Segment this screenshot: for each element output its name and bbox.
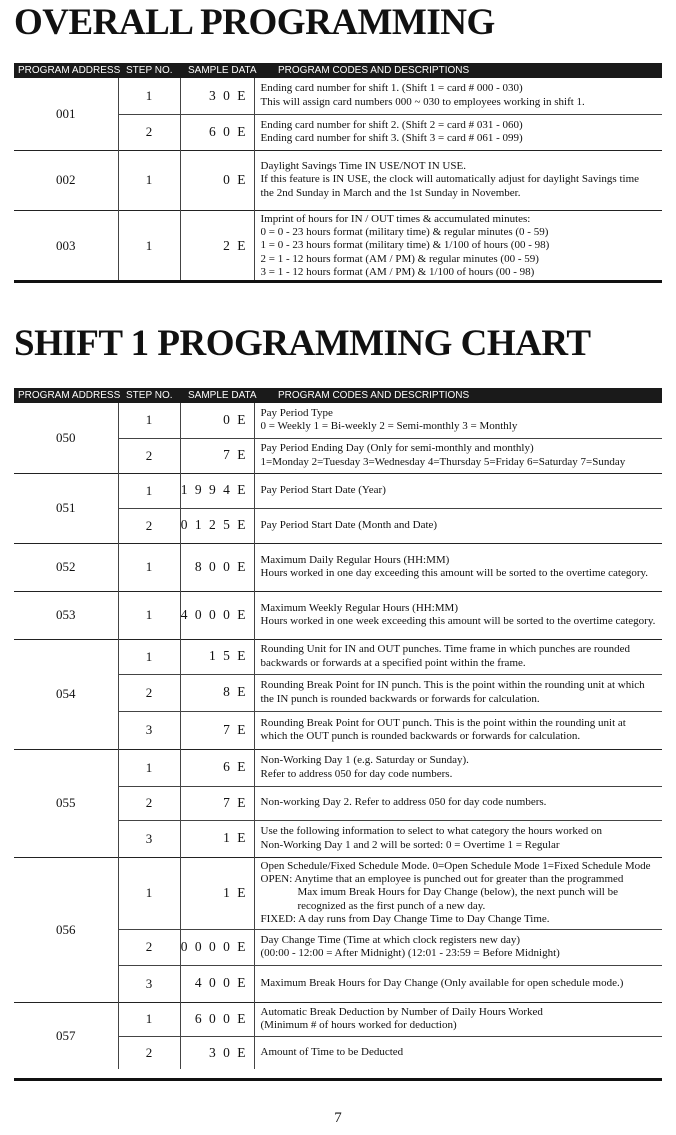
step-number: 3 bbox=[118, 965, 180, 1002]
sample-data: 1 5 E bbox=[180, 639, 254, 674]
description-line: 2 = 1 - 12 hours format (AM / PM) & regular minutes (00 - 59) bbox=[260, 252, 539, 265]
description-line: Refer to address 050 for day code numbers. bbox=[260, 767, 453, 780]
program-address: 056 bbox=[14, 857, 118, 1002]
description-line: Non-Working Day 1 (e.g. Saturday or Sunday). bbox=[260, 754, 469, 767]
description-line: Max imum Break Hours for Day Change (below), the next punch will be bbox=[297, 886, 618, 899]
description-line: Pay Period Ending Day (Only for semi-monthly and monthly) bbox=[260, 442, 534, 455]
step-number: 1 bbox=[118, 78, 180, 114]
description-line: Ending card number for shift 1. (Shift 1 = card # 000 - 030) bbox=[260, 82, 523, 95]
sample-data: 0 E bbox=[180, 403, 254, 438]
step-number: 1 bbox=[118, 639, 180, 674]
description bbox=[254, 711, 662, 749]
sample-data: 8 E bbox=[180, 674, 254, 711]
description-line: Non-Working Day 1 and 2 will be sorted: 0 = Overtime 1 = Regular bbox=[260, 838, 560, 851]
step-number: 1 bbox=[118, 857, 180, 929]
description bbox=[254, 473, 662, 508]
program-address: 003 bbox=[14, 210, 118, 282]
sample-data: 6 E bbox=[180, 749, 254, 786]
step-number: 1 bbox=[118, 1002, 180, 1036]
description-line: Ending card number for shift 3. (Shift 3 = card # 061 - 099) bbox=[260, 132, 523, 144]
step-number: 1 bbox=[118, 749, 180, 786]
program-address: 002 bbox=[14, 150, 118, 210]
description-line: Pay Period Start Date (Month and Date) bbox=[260, 518, 438, 531]
description-line: Maximum Weekly Regular Hours (HH:MM) bbox=[260, 601, 458, 614]
description-line: Rounding Unit for IN and OUT punches. Time frame in which punches are rounded bbox=[260, 643, 630, 656]
step-number: 3 bbox=[118, 820, 180, 857]
description-line: Hours worked in one day exceeding this amount will be sorted to the overtime category. bbox=[260, 567, 649, 579]
description-line: Hours worked in one week exceeding this amount will be sorted to the overtime category. bbox=[260, 615, 656, 627]
description bbox=[254, 114, 662, 150]
description bbox=[254, 591, 662, 639]
program-address: 054 bbox=[14, 639, 118, 749]
description-line: 1 = 0 - 23 hours format (military time) & 1/100 of hours (00 - 98) bbox=[260, 239, 550, 252]
sample-data: 1 E bbox=[180, 857, 254, 929]
description-line: 1=Monday 2=Tuesday 3=Wednesday 4=Thursday 5=Friday 6=Saturday 7=Sunday bbox=[260, 455, 626, 468]
description-line: 0 = Weekly 1 = Bi-weekly 2 = Semi-monthly 3 = Monthly bbox=[260, 420, 518, 433]
step-number: 1 bbox=[118, 210, 180, 282]
table-row bbox=[14, 473, 662, 508]
step-number: 1 bbox=[118, 150, 180, 210]
description-line: Pay Period Start Date (Year) bbox=[260, 483, 386, 496]
sample-data: 2 E bbox=[180, 210, 254, 282]
sample-data: 8 0 0 E bbox=[180, 543, 254, 591]
sample-data: 4 0 0 E bbox=[180, 965, 254, 1002]
description-line: which the OUT punch is rounded backwards or forwards for calculation. bbox=[260, 730, 581, 742]
description-line: 0 = 0 - 23 hours format (military time) & regular minutes (0 - 59) bbox=[260, 225, 549, 238]
col-header-step: STEP NO. bbox=[126, 65, 173, 76]
section2-title: SHIFT 1 PROGRAMMING CHART bbox=[14, 323, 591, 364]
sample-data: 6 0 0 E bbox=[180, 1002, 254, 1036]
section2-bottom-rule bbox=[14, 1078, 662, 1081]
program-address: 050 bbox=[14, 403, 118, 473]
description-line: Maximum Break Hours for Day Change (Only available for open schedule mode.) bbox=[260, 976, 624, 989]
col-header-step: STEP NO. bbox=[126, 390, 173, 401]
description-line: Rounding Break Point for OUT punch. This is the point within the rounding unit at bbox=[260, 716, 626, 729]
description-line: If this feature is IN USE, the clock will automatically adjust for daylight Savings time bbox=[260, 173, 640, 186]
section1-title: OVERALL PROGRAMMING bbox=[14, 2, 495, 43]
description bbox=[254, 508, 662, 543]
description-line: Amount of Time to be Deducted bbox=[260, 1046, 404, 1059]
section1-bottom-rule bbox=[14, 280, 662, 283]
description bbox=[254, 1002, 662, 1036]
description-line: Automatic Break Deduction by Number of Daily Hours Worked bbox=[260, 1005, 543, 1018]
section2-table bbox=[14, 403, 662, 1069]
description-line: the IN punch is rounded backwards or forwards for calculation. bbox=[260, 692, 540, 705]
sample-data: 7 E bbox=[180, 786, 254, 820]
table-row bbox=[14, 639, 662, 674]
description bbox=[254, 857, 662, 929]
table-row bbox=[14, 150, 662, 210]
sample-data: 7 E bbox=[180, 438, 254, 473]
description bbox=[254, 639, 662, 674]
description bbox=[254, 78, 662, 114]
page-number: 7 bbox=[334, 1110, 342, 1126]
description bbox=[254, 820, 662, 857]
table-row bbox=[14, 857, 662, 929]
description-line: Day Change Time (Time at which clock registers new day) bbox=[260, 933, 521, 946]
step-number: 2 bbox=[118, 786, 180, 820]
step-number: 1 bbox=[118, 473, 180, 508]
col-header-address: PROGRAM ADDRESS bbox=[18, 390, 121, 401]
description-line: Pay Period Type bbox=[260, 406, 333, 419]
description bbox=[254, 543, 662, 591]
description-line: Rounding Break Point for IN punch. This is the point within the rounding unit at which bbox=[260, 679, 645, 692]
sample-data: 7 E bbox=[180, 711, 254, 749]
program-address: 055 bbox=[14, 749, 118, 857]
col-header-desc: PROGRAM CODES AND DESCRIPTIONS bbox=[278, 390, 470, 401]
table-row bbox=[14, 591, 662, 639]
description-line: OPEN: Anytime that an employee is punched out for greater than the programmed bbox=[260, 872, 624, 885]
sample-data: 1 E bbox=[180, 820, 254, 857]
description bbox=[254, 150, 662, 210]
table-row bbox=[14, 210, 662, 282]
description-line: (Minimum # of hours worked for deduction) bbox=[260, 1019, 457, 1032]
step-number: 2 bbox=[118, 1036, 180, 1069]
step-number: 1 bbox=[118, 543, 180, 591]
col-header-address: PROGRAM ADDRESS bbox=[18, 65, 121, 76]
col-header-desc: PROGRAM CODES AND DESCRIPTIONS bbox=[278, 65, 470, 76]
description bbox=[254, 210, 662, 282]
program-address: 051 bbox=[14, 473, 118, 543]
table-row bbox=[14, 749, 662, 786]
program-address: 001 bbox=[14, 78, 118, 150]
sample-data: 3 0 E bbox=[180, 78, 254, 114]
description-line: Maximum Daily Regular Hours (HH:MM) bbox=[260, 553, 450, 566]
table-row bbox=[14, 543, 662, 591]
program-address: 057 bbox=[14, 1002, 118, 1069]
description-line: the 2nd Sunday in March and the 1st Sunday in November. bbox=[260, 186, 521, 199]
description-line: Use the following information to select to what category the hours worked on bbox=[260, 825, 603, 838]
description bbox=[254, 965, 662, 1002]
section1-header-bar bbox=[14, 63, 662, 78]
col-header-sample: SAMPLE DATA bbox=[188, 390, 257, 401]
description-line: backwards or forwards at a specified point within the frame. bbox=[260, 656, 526, 669]
description-line: This will assign card numbers 000 ~ 030 to employees working in shift 1. bbox=[260, 95, 585, 108]
section1-table bbox=[14, 78, 662, 282]
description bbox=[254, 786, 662, 820]
description-line: Open Schedule/Fixed Schedule Mode. 0=Open Schedule Mode 1=Fixed Schedule Mode bbox=[260, 859, 651, 872]
step-number: 2 bbox=[118, 438, 180, 473]
sample-data: 3 0 E bbox=[180, 1036, 254, 1069]
description-line: recognized as the first punch of a new day. bbox=[297, 899, 486, 912]
table-row bbox=[14, 1002, 662, 1036]
program-address: 053 bbox=[14, 591, 118, 639]
table-row bbox=[14, 403, 662, 438]
sample-data: 1 9 9 4 E bbox=[180, 473, 254, 508]
sample-data: 0 0 0 0 E bbox=[180, 929, 254, 965]
description-line: 3 = 1 - 12 hours format (AM / PM) & 1/100 of hours (00 - 98) bbox=[260, 266, 535, 279]
description-line: Daylight Savings Time IN USE/NOT IN USE. bbox=[260, 159, 466, 172]
description bbox=[254, 674, 662, 711]
step-number: 1 bbox=[118, 403, 180, 438]
description-line: (00:00 - 12:00 = After Midnight) (12:01 - 23:59 = Before Midnight) bbox=[260, 947, 560, 960]
step-number: 3 bbox=[118, 711, 180, 749]
step-number: 2 bbox=[118, 674, 180, 711]
description-line: Ending card number for shift 2. (Shift 2 = card # 031 - 060) bbox=[260, 118, 523, 131]
sample-data: 4 0 0 0 E bbox=[180, 591, 254, 639]
step-number: 2 bbox=[118, 114, 180, 150]
description bbox=[254, 929, 662, 965]
sample-data: 0 1 2 5 E bbox=[180, 508, 254, 543]
description bbox=[254, 438, 662, 473]
description-line: Non-working Day 2. Refer to address 050 for day code numbers. bbox=[260, 796, 547, 809]
description bbox=[254, 1036, 662, 1069]
description bbox=[254, 403, 662, 438]
step-number: 2 bbox=[118, 508, 180, 543]
description-line: Imprint of hours for IN / OUT times & accumulated minutes: bbox=[260, 212, 531, 225]
section2-header-bar bbox=[14, 388, 662, 403]
description bbox=[254, 749, 662, 786]
description-line: FIXED: A day runs from Day Change Time to Day Change Time. bbox=[260, 913, 550, 926]
step-number: 1 bbox=[118, 591, 180, 639]
table-row bbox=[14, 78, 662, 114]
col-header-sample: SAMPLE DATA bbox=[188, 65, 257, 76]
program-address: 052 bbox=[14, 543, 118, 591]
sample-data: 0 E bbox=[180, 150, 254, 210]
sample-data: 6 0 E bbox=[180, 114, 254, 150]
step-number: 2 bbox=[118, 929, 180, 965]
